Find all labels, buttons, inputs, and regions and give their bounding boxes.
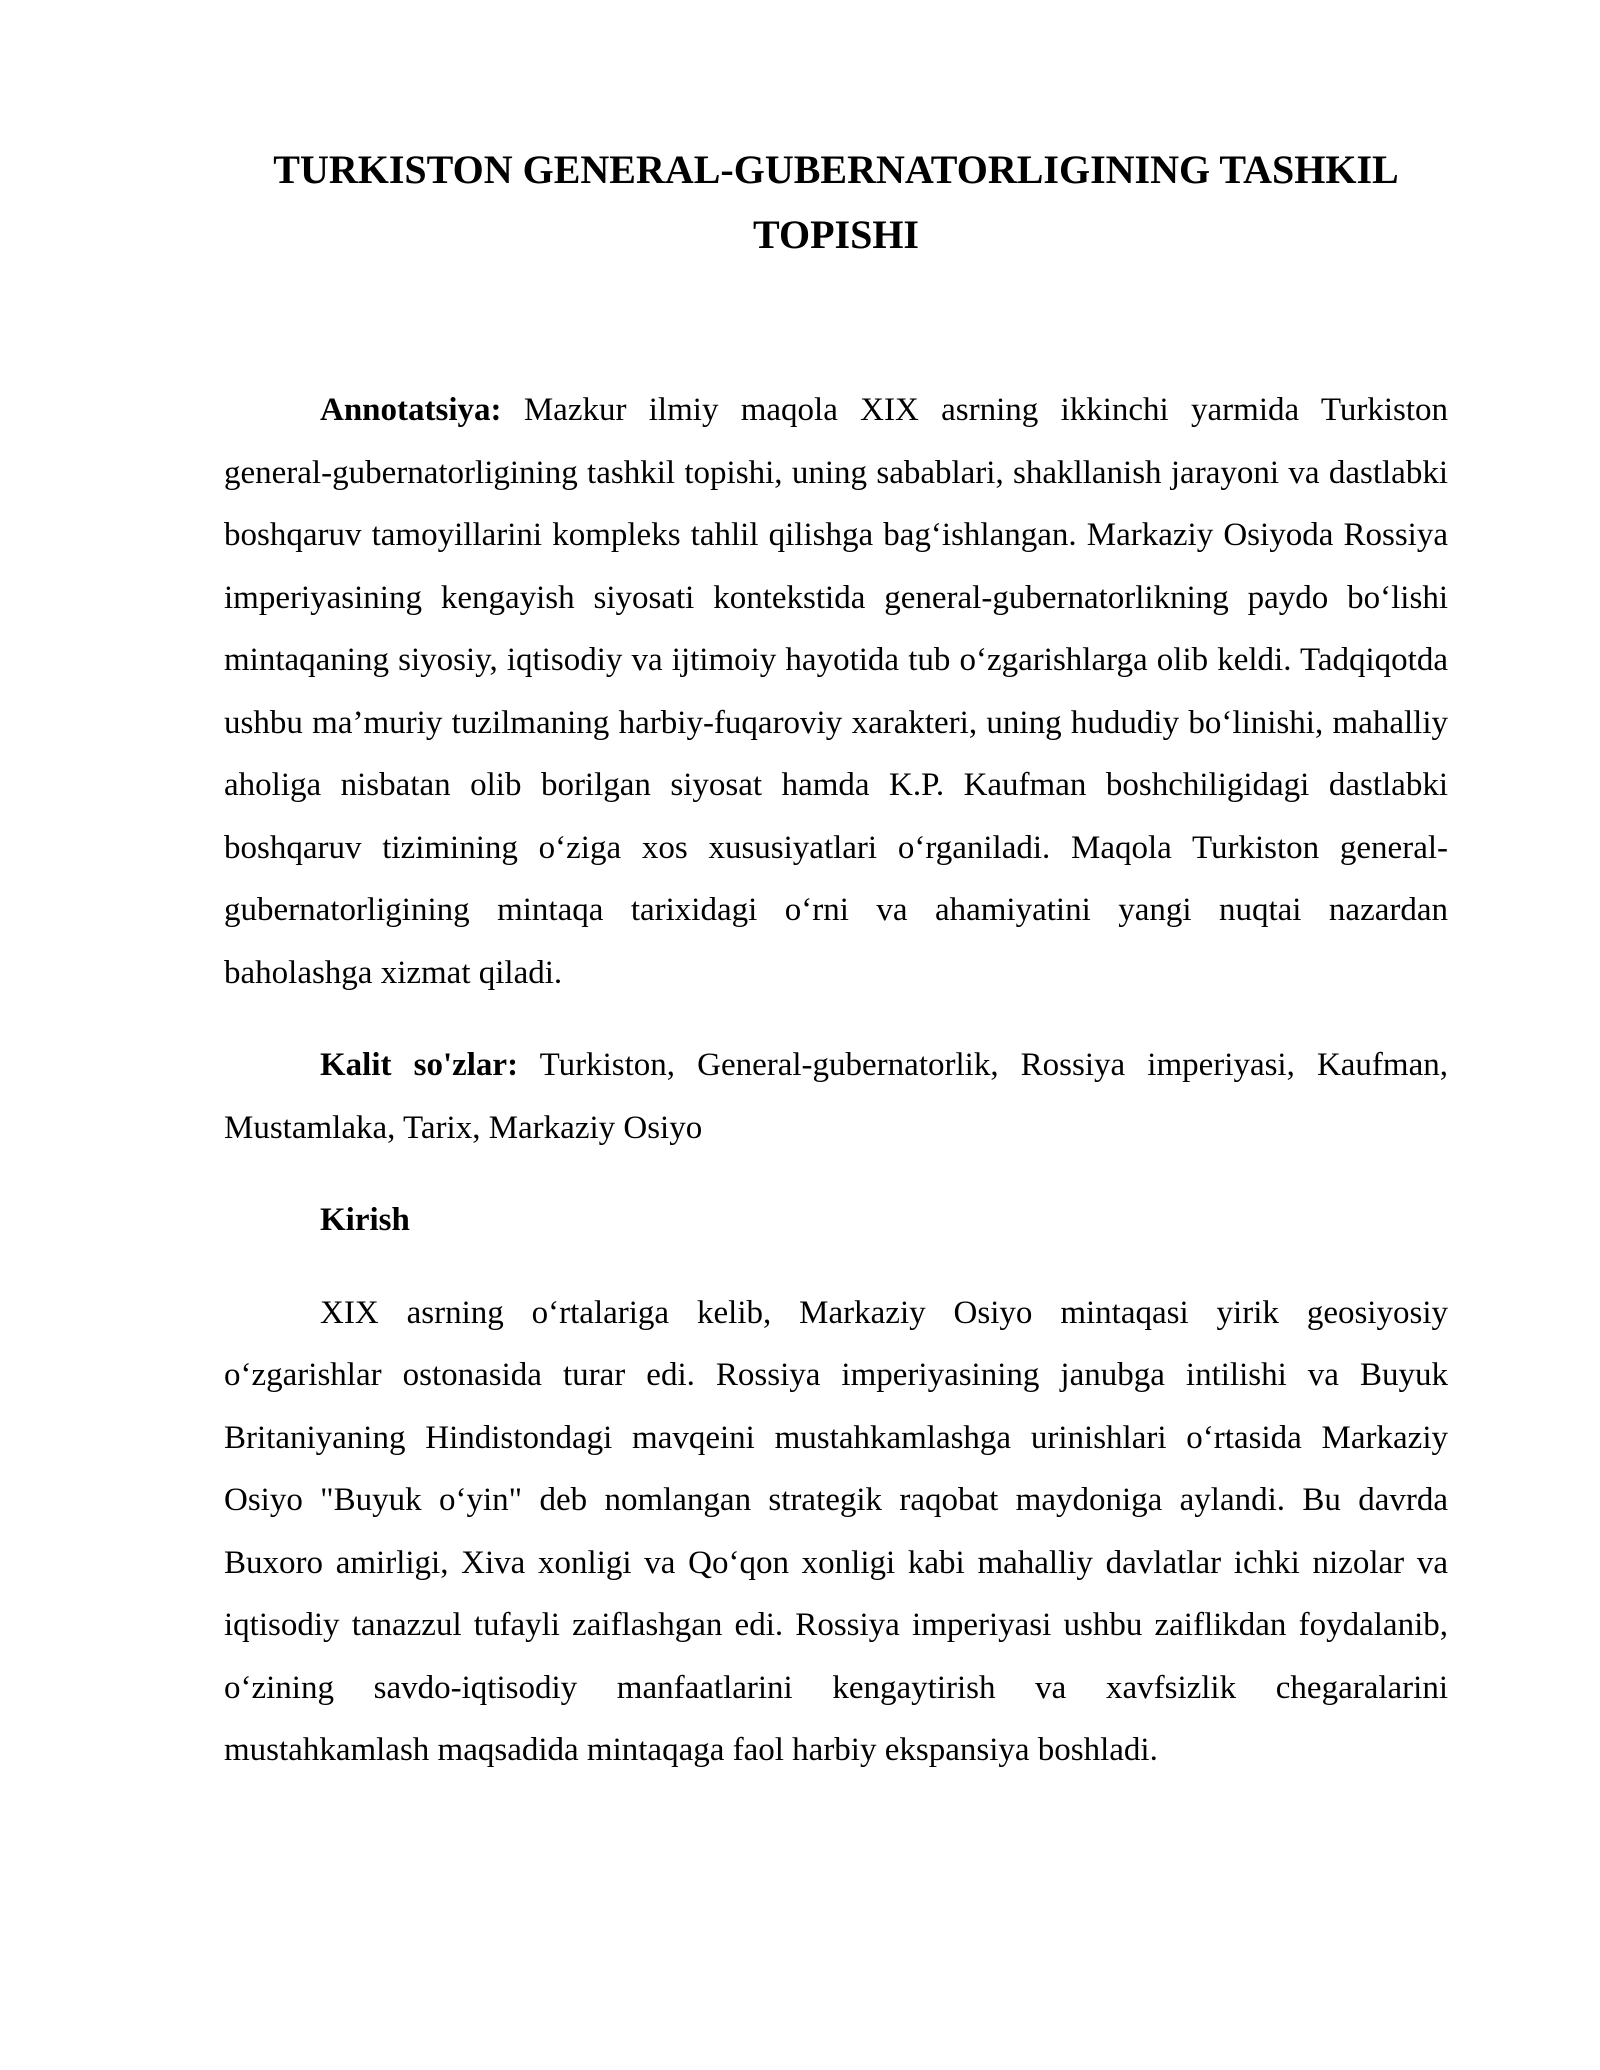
annotation-label: Annotatsiya: (320, 392, 502, 428)
document-title (224, 0, 1448, 267)
keywords-paragraph (224, 1034, 1448, 1159)
document-title-line1: TURKISTON GENERAL-GUBERNATORLIGINING TASHKIL (273, 147, 1399, 192)
document-title-line2: TOPISHI (753, 212, 919, 257)
introduction-text: XIX asrning o‘rtalariga kelib, Markaziy Osiyo mintaqasi yirik geosiyosiy o‘zgarishlar ostonasida turar edi. Rossiya imperiyasining janubga intilishi va Buyuk Britaniyaning Hindistondagi mavqeini mustahkamlashga urinishlari o‘rtasida Markaziy Osiyo "Buyuk o‘yin" deb nomlangan strategik raqobat maydoniga aylandi. Bu davrda Buxoro amirligi, Xiva xonligi va Qo‘qon xonligi kabi mahalliy davlatlar ichki nizolar va iqtisodiy tanazzul tufayli zaiflashgan edi. Rossiya imperiyasi ushbu zaiflikdan foydalanib, o‘zining savdo-iqtisodiy manfaatlarini kengaytirish va xavfsizlik chegaralarini mustahkamlash maqsadida mintaqaga faol harbiy ekspansiya boshladi. (224, 1294, 1448, 1768)
annotation-text: Mazkur ilmiy maqola XIX asrning ikkinchi yarmida Turkiston general-gubernatorligining tashkil topishi, uning sabablari, shakllanish jarayoni va dastlabki boshqaruv tamoyillarini kompleks tahlil qilishga bag‘ishlangan. Markaziy Osiyoda Rossiya imperiyasining kengayish siyosati kontekstida general-gubernatorlikning paydo bo‘lishi mintaqaning siyosiy, iqtisodiy va ijtimoiy hayotida tub o‘zgarishlarga olib keldi. Tadqiqotda ushbu ma’muriy tuzilmaning harbiy-fuqaroviy xarakteri, uning hududiy bo‘linishi, mahalliy aholiga nisbatan olib borilgan siyosat hamda K.P. Kaufman boshchiligidagi dastlabki boshqaruv tizimining o‘ziga xos xususiyatlari o‘rganiladi. Maqola Turkiston general-gubernatorligining mintaqa tarixidagi o‘rni va ahamiyatini yangi nuqtai nazardan baholashga xizmat qiladi. (224, 392, 1449, 991)
introduction-paragraph (224, 1282, 1448, 1782)
keywords-text: Turkiston, General-gubernatorlik, Rossiya imperiyasi, Kaufman, Mustamlaka, Tarix, Markaziy Osiyo (224, 1047, 1448, 1146)
introduction-heading: Kirish (320, 1202, 410, 1238)
keywords-label: Kalit so'zlar: (320, 1047, 519, 1083)
annotation-paragraph (224, 379, 1448, 1004)
